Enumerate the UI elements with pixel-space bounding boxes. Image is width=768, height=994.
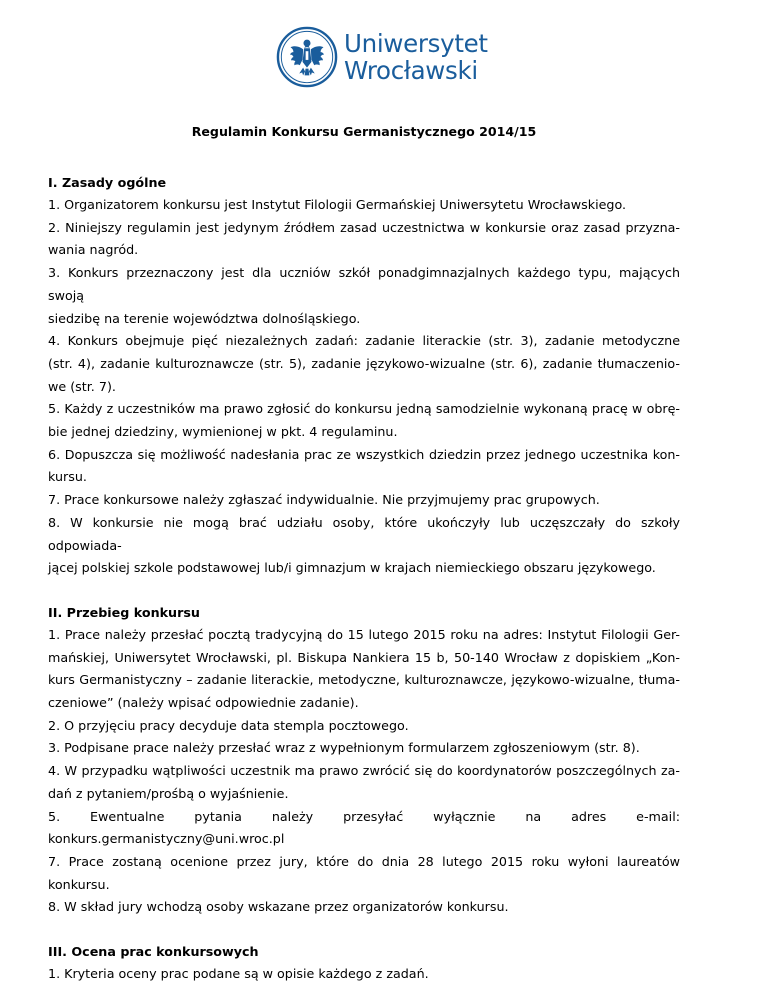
list-item-line: 6. Dopuszcza się możliwość nadesłania prac ze wszystkich dziedzin przez jednego uczestnika kon- bbox=[48, 446, 680, 462]
list-item-line: 4. W przypadku wątpliwości uczestnik ma prawo zwrócić się do koordynatorów poszczególnych za- bbox=[48, 763, 680, 779]
list-item bbox=[48, 624, 680, 715]
document-title: Regulamin Konkursu Germanistycznego 2014/15 bbox=[191, 124, 537, 139]
list-item-line: kurs Germanistyczny – zadanie literackie, metodyczne, kulturoznawcze, językowo-wizualne, tłuma- bbox=[48, 672, 680, 688]
document-body bbox=[48, 122, 680, 986]
section bbox=[48, 941, 680, 986]
list-item-line: wania nagród. bbox=[48, 242, 139, 258]
list-item-line: konkurs.germanistyczny@uni.wroc.pl bbox=[48, 831, 285, 847]
list-item-line: 3. Konkurs przeznaczony jest dla uczniów szkół ponadgimnazjalnych każdego typu, mających swoją bbox=[48, 265, 680, 303]
list-item-line: 2. Niniejszy regulamin jest jedynym źródłem zasad uczestnictwa w konkursie oraz zasad przyzna- bbox=[48, 219, 680, 235]
list-item bbox=[48, 737, 680, 760]
list-item bbox=[48, 194, 680, 217]
university-name-line2: Wrocławski bbox=[344, 56, 478, 85]
university-name bbox=[344, 30, 488, 84]
list-item bbox=[48, 512, 680, 580]
list-item-line: 5. Ewentualne pytania należy przesyłać wyłącznie na adres e-mail: bbox=[48, 808, 680, 824]
list-item bbox=[48, 806, 680, 851]
list-item-line: 8. W konkursie nie mogą brać udziału osoby, które ukończyły lub uczęszczały do szkoły odpowiada- bbox=[48, 514, 680, 553]
list-item-line: (str. 4), zadanie kulturoznawcze (str. 5), zadanie językowo-wizualne (str. 6), zadanie tłumaczenio- bbox=[48, 355, 680, 371]
list-item bbox=[48, 851, 680, 896]
list-item bbox=[48, 330, 680, 398]
list-item-line: czeniowe” (należy wpisać odpowiednie zadanie). bbox=[48, 695, 359, 711]
list-item bbox=[48, 489, 680, 512]
list-item-line: jącej polskiej szkole podstawowej lub/i gimnazjum w krajach niemieckiego obszaru językowego. bbox=[48, 560, 656, 576]
section bbox=[48, 172, 680, 580]
list-item bbox=[48, 262, 680, 330]
list-item-line: siedzibę na terenie województwa dolnośląskiego. bbox=[48, 310, 361, 326]
list-item bbox=[48, 715, 680, 738]
university-logo bbox=[276, 26, 488, 88]
eagle-emblem-icon bbox=[276, 26, 338, 88]
list-item bbox=[48, 896, 680, 919]
list-item bbox=[48, 444, 680, 489]
list-item-line: 7. Prace konkursowe należy zgłaszać indywidualnie. Nie przyjmujemy prac grupowych. bbox=[48, 492, 600, 508]
list-item-line: 3. Podpisane prace należy przesłać wraz z wypełnionym formularzem zgłoszeniowym (str. 8). bbox=[48, 740, 640, 756]
list-item-line: 1. Prace należy przesłać pocztą tradycyjną do 15 lutego 2015 roku na adres: Instytut Filologii Ger- bbox=[48, 626, 680, 642]
list-item-line: 5. Każdy z uczestników ma prawo zgłosić do konkursu jedną samodzielnie wykonaną pracę w obrę- bbox=[48, 401, 680, 417]
list-item bbox=[48, 963, 680, 986]
list-item-line: dań z pytaniem/prośbą o wyjaśnienie. bbox=[48, 785, 289, 801]
section bbox=[48, 602, 680, 919]
list-item-line: 1. Organizatorem konkursu jest Instytut Filologii Germańskiej Uniwersytetu Wrocławskiego. bbox=[48, 197, 627, 212]
document-sections bbox=[48, 172, 680, 986]
list-item bbox=[48, 398, 680, 443]
section-heading: I. Zasady ogólne bbox=[48, 175, 167, 190]
list-item-line: 4. Konkurs obejmuje pięć niezależnych zadań: zadanie literackie (str. 3), zadanie metodyczne bbox=[48, 333, 680, 349]
list-item-line: mańskiej, Uniwersytet Wrocławski, pl. Biskupa Nankiera 15 b, 50-140 Wrocław z dopiskiem „Kon- bbox=[48, 649, 680, 665]
list-item-line: kursu. bbox=[48, 469, 87, 485]
section-heading: III. Ocena prac konkursowych bbox=[48, 944, 259, 960]
list-item-line: bie jednej dziedziny, wymienionej w pkt. 4 regulaminu. bbox=[48, 424, 398, 440]
university-name-line1: Uniwersytet bbox=[344, 29, 488, 58]
section-heading: II. Przebieg konkursu bbox=[48, 604, 200, 620]
list-item-line: 8. W skład jury wchodzą osoby wskazane przez organizatorów konkursu. bbox=[48, 899, 509, 915]
list-item bbox=[48, 760, 680, 805]
list-item-line: 7. Prace zostaną ocenione przez jury, które do dnia 28 lutego 2015 roku wyłoni laureatów konkursu. bbox=[48, 853, 680, 892]
list-item bbox=[48, 217, 680, 262]
list-item-line: 1. Kryteria oceny prac podane są w opisie każdego z zadań. bbox=[48, 966, 429, 982]
list-item-line: we (str. 7). bbox=[48, 378, 116, 394]
list-item-line: 2. O przyjęciu pracy decyduje data stempla pocztowego. bbox=[48, 717, 409, 733]
